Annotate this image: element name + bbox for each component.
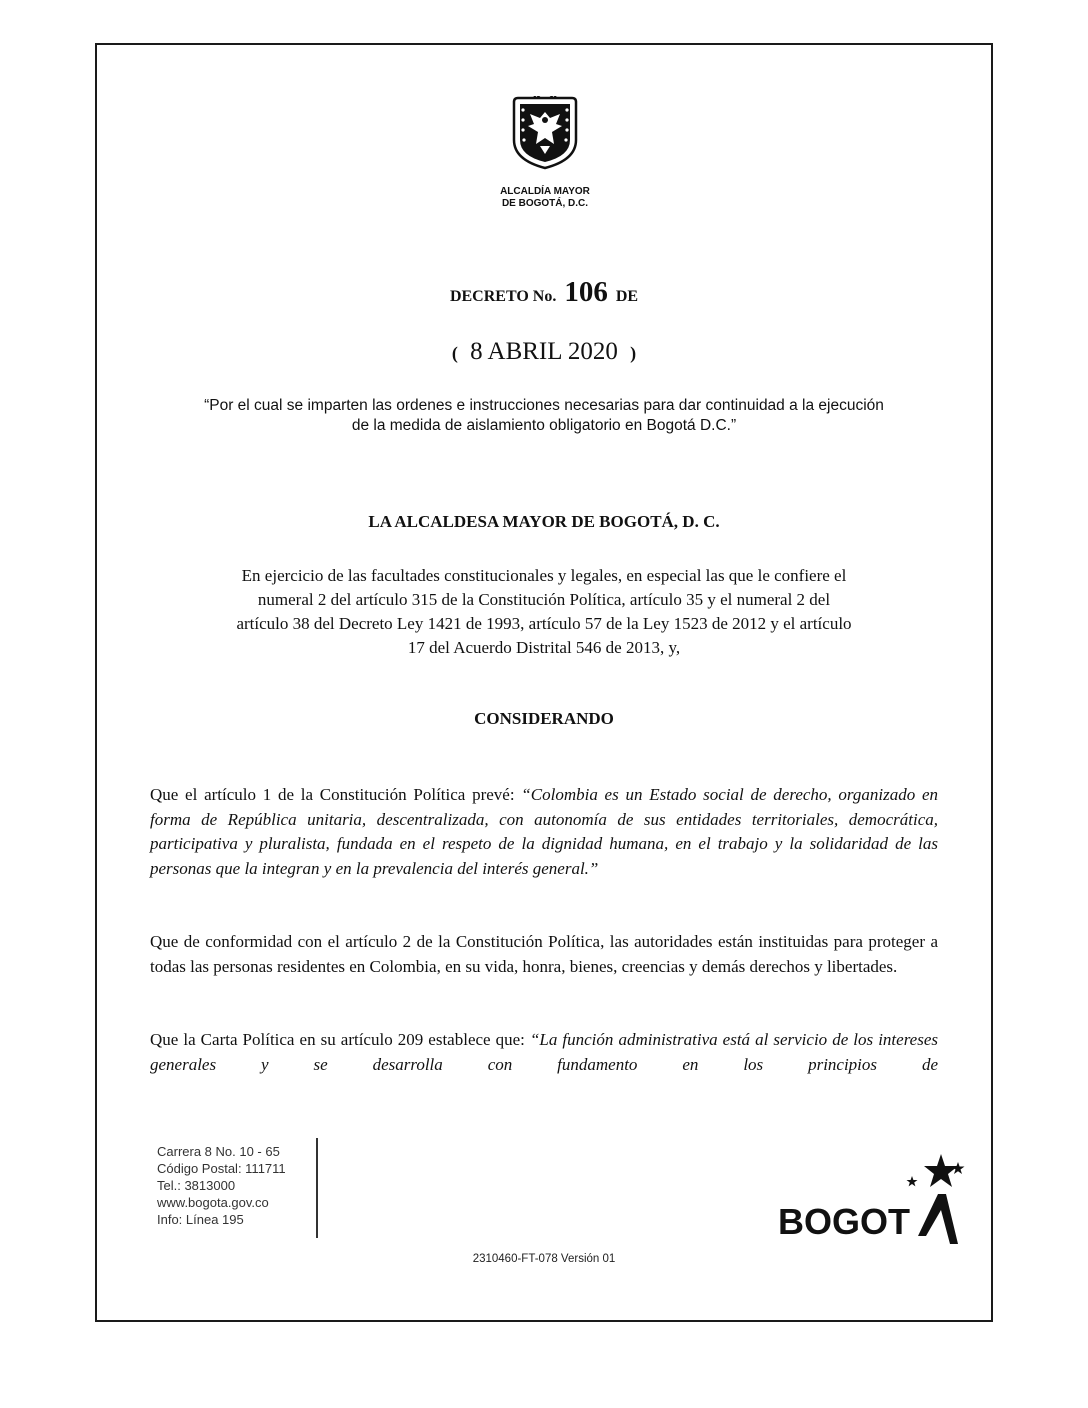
footer-divider	[316, 1138, 318, 1238]
stars-icon	[907, 1154, 965, 1187]
decree-date-line	[96, 338, 992, 366]
paragraph-3-intro: Que la Carta Política en su artículo 209 establece que:	[150, 1030, 530, 1049]
faculties-line-2: numeral 2 del artículo 315 de la Constitución Política, artículo 35 y el numeral 2 del	[257, 590, 831, 609]
coat-of-arms-icon	[510, 96, 580, 170]
issuer-name	[440, 186, 650, 210]
paragraph-1-intro: Que el artículo 1 de la Constitución Política prevé:	[150, 785, 522, 804]
address-line: Info: Línea 195	[157, 1212, 244, 1227]
address-line: Tel.: 3813000	[157, 1178, 236, 1193]
paragraph-3-quote: “La función administrativa está al servicio de los intereses generales y se desarrolla con fundamento en los principios de	[150, 1030, 938, 1074]
page-frame	[95, 43, 993, 1322]
logo-wordmark: BOGOT	[778, 1201, 910, 1242]
considerando-paragraph-1	[150, 783, 938, 881]
subject-line-1: “Por el cual se imparten las ordenes e instrucciones necesarias para dar continuidad a la ejecución	[204, 397, 884, 414]
faculties-line-1: En ejercicio de las facultades constitucionales y legales, en especial las que le confiere el	[241, 566, 847, 585]
issuer-line-1: ALCALDÍA MAYOR	[500, 186, 590, 197]
faculties-line-3: artículo 38 del Decreto Ley 1421 de 1993, artículo 57 de la Ley 1523 de 2012 y el artículo	[236, 614, 852, 633]
footer-address	[157, 1143, 327, 1228]
paragraph-1-quote: “Colombia es un Estado social de derecho, organizado en forma de República unitaria, descentralizada, con autonomía de sus entidades territoriales, democrática, participativa y pluralista, fundada en el respeto de la dignidad humana, en el trabajo y la solidaridad de las personas que la integran y en la prevalencia del interés general.”	[150, 785, 939, 878]
logo-a-icon	[918, 1194, 958, 1244]
decree-subject	[150, 396, 938, 436]
date-paren-close: )	[630, 343, 637, 363]
considerando-paragraph-3	[150, 1028, 938, 1077]
bogota-logo	[776, 1152, 966, 1252]
decree-suffix: DE	[615, 288, 639, 305]
authority-title: LA ALCALDESA MAYOR DE BOGOTÁ, D. C.	[368, 512, 720, 531]
address-line: Código Postal: 111711	[157, 1161, 286, 1176]
subject-line-2: de la medida de aislamiento obligatorio en Bogotá D.C.”	[351, 417, 737, 434]
decree-date: 8 ABRIL 2020	[470, 338, 618, 365]
address-line: www.bogota.gov.co	[157, 1195, 269, 1210]
address-line: Carrera 8 No. 10 - 65	[157, 1144, 280, 1159]
faculties-paragraph	[152, 564, 936, 660]
considerando-heading: CONSIDERANDO	[474, 709, 614, 728]
decree-prefix: DECRETO No.	[449, 288, 557, 305]
considerando-paragraph-2: Que de conformidad con el artículo 2 de la Constitución Política, las autoridades están instituidas para proteger a todas las personas residentes en Colombia, en su vida, honra, bienes, creencias y demás derechos y libertades.	[150, 932, 938, 976]
issuer-line-2: DE BOGOTÁ, D.C.	[501, 198, 589, 209]
form-code: 2310460-FT-078 Versión 01	[472, 1253, 616, 1265]
decree-number: 106	[564, 276, 608, 308]
date-paren-open: (	[451, 343, 458, 363]
decree-title	[96, 276, 992, 309]
faculties-line-4: 17 del Acuerdo Distrital 546 de 2013, y,	[407, 638, 681, 657]
